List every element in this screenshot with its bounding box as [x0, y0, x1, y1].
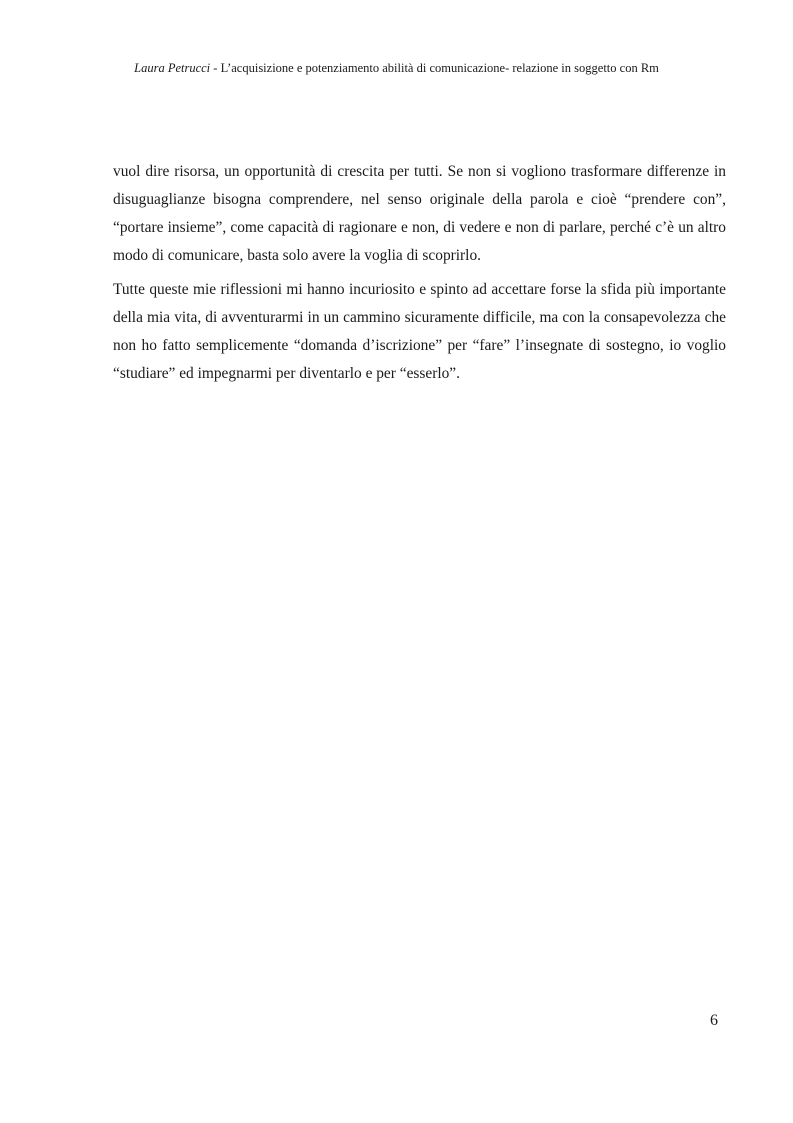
page-number: 6: [710, 1012, 718, 1029]
running-header: [0, 60, 793, 76]
header-separator: -: [210, 61, 221, 75]
header-title: L’acquisizione e potenziamento abilità di comunicazione- relazione in soggetto con Rm: [220, 61, 659, 75]
paragraph: vuol dire risorsa, un opportunità di crescita per tutti. Se non si vogliono trasformare differenze in disuguaglianze bisogna comprendere, nel senso originale della parola e cioè “prendere con”, “portare insieme”, come capacità di ragionare e non, di vedere e non di parlare, perché c’è un altro modo di comunicare, basta solo avere la voglia di scoprirlo.: [113, 163, 726, 264]
header-author: Laura Petrucci: [134, 61, 211, 75]
document-body: [113, 158, 726, 388]
paragraph: Tutte queste mie riflessioni mi hanno incuriosito e spinto ad accettare forse la sfida più importante della mia vita, di avventurarmi in un cammino sicuramente difficile, ma con la consapevolezza che non ho fatto semplicemente “domanda d’iscrizione” per “fare” l’insegnate di sostegno, io voglio “studiare” ed impegnarmi per diventarlo e per “esserlo”.: [113, 281, 726, 382]
